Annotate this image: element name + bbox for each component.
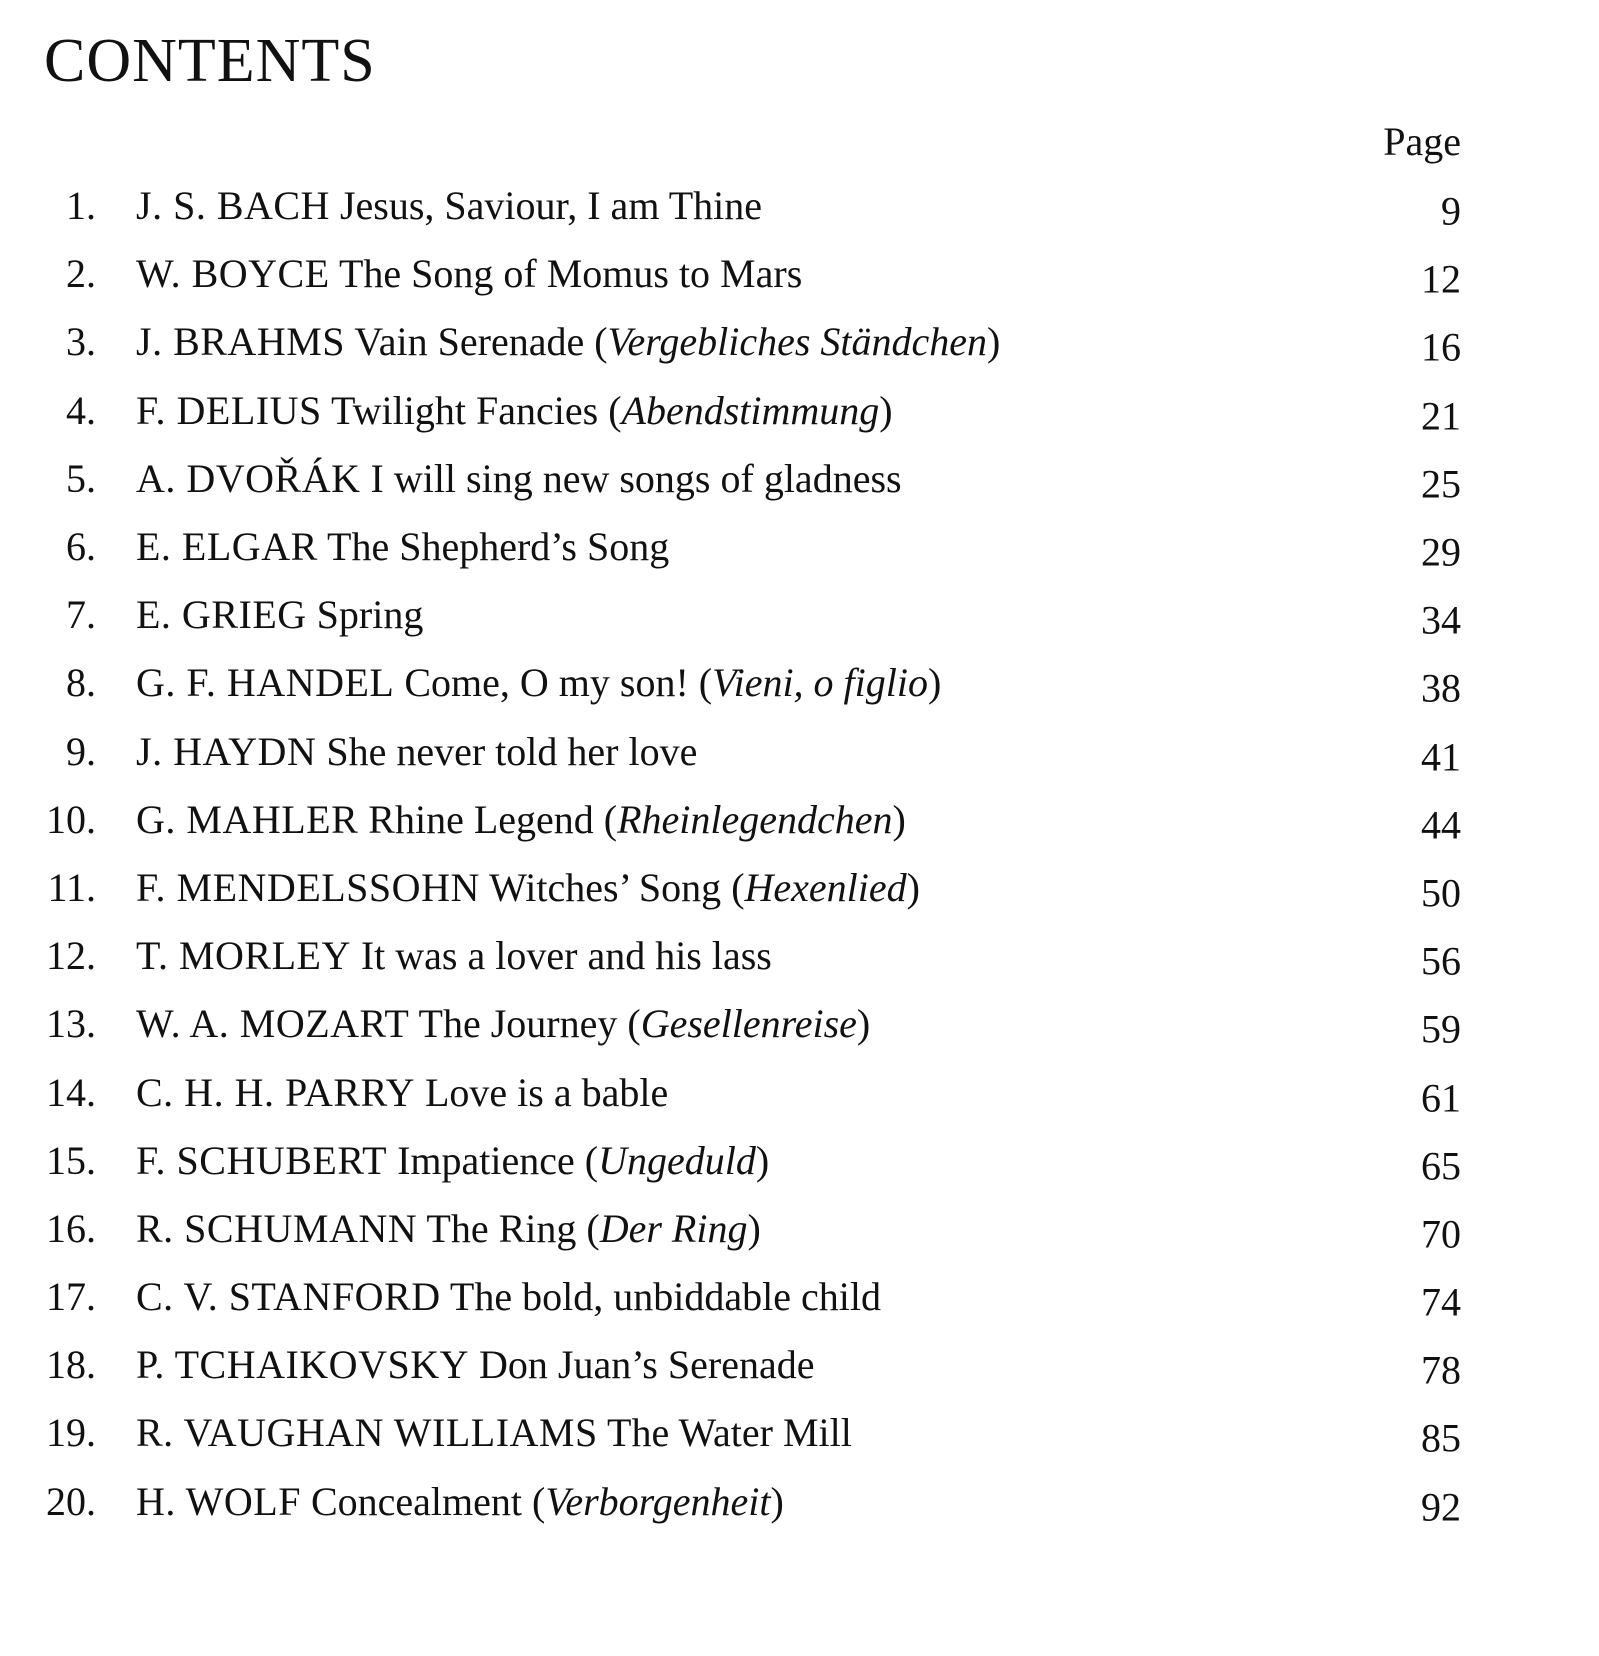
original-title: (Vergebliches Ständchen) (594, 319, 1001, 365)
original-title-text: Vergebliches Ständchen (607, 319, 988, 365)
original-title: (Hexenlied) (731, 864, 920, 910)
entry-number: 8. (66, 660, 96, 706)
toc-entry (0, 377, 1599, 445)
toc-entry (0, 1263, 1599, 1331)
entry-number: 10. (46, 796, 96, 842)
entry-text (136, 1205, 761, 1251)
song-title: The Shepherd’s Song (327, 524, 670, 570)
entry-text (136, 183, 763, 229)
composer-name: E. GRIEG (136, 592, 307, 638)
page-number: 74 (1421, 1279, 1461, 1325)
toc-entry (0, 445, 1599, 513)
song-title: I will sing new songs of gladness (370, 455, 902, 501)
entry-number: 16. (46, 1205, 96, 1251)
toc-entry (0, 922, 1599, 990)
toc-entry (0, 308, 1599, 376)
toc-entry (0, 1127, 1599, 1195)
original-title-text: Ungeduld (598, 1137, 756, 1183)
original-title: (Gesellenreise) (627, 1001, 871, 1047)
composer-name: T. MORLEY (136, 933, 351, 979)
toc-entry (0, 581, 1599, 649)
original-title-text: Hexenlied (744, 864, 907, 910)
original-title-text: Der Ring (599, 1205, 748, 1251)
original-title: (Abendstimmung) (608, 387, 893, 433)
entry-number: 3. (66, 319, 96, 365)
song-title: Jesus, Saviour, I am Thine (339, 183, 763, 229)
original-title: (Vieni, o figlio) (698, 660, 942, 706)
entry-number: 4. (66, 387, 96, 433)
entry-number: 15. (46, 1137, 96, 1183)
entry-number: 6. (66, 524, 96, 570)
page-number: 34 (1421, 597, 1461, 643)
entry-text (136, 933, 772, 979)
entry-text (136, 524, 670, 570)
toc-entry (0, 990, 1599, 1058)
song-title: The Song of Momus to Mars (338, 251, 803, 297)
entry-text (136, 455, 902, 501)
page-number: 21 (1421, 393, 1461, 439)
original-title: (Rheinlegendchen) (603, 796, 906, 842)
entry-text (136, 864, 920, 910)
entry-number: 5. (66, 455, 96, 501)
page-number: 25 (1421, 461, 1461, 507)
entry-text (136, 592, 424, 638)
toc-entry (0, 1195, 1599, 1263)
page-number: 61 (1421, 1075, 1461, 1121)
composer-name: C. V. STANFORD (136, 1274, 441, 1320)
original-title-text: Rheinlegendchen (617, 796, 893, 842)
page-column-header: Page (1383, 119, 1461, 164)
entry-text (136, 728, 698, 774)
entry-text (136, 660, 942, 706)
composer-name: F. SCHUBERT (136, 1137, 388, 1183)
song-title: Impatience (397, 1137, 575, 1183)
entry-number: 7. (66, 592, 96, 638)
toc-entry (0, 649, 1599, 717)
composer-name: J. BRAHMS (136, 319, 346, 365)
composer-name: J. HAYDN (136, 728, 317, 774)
entry-text (136, 796, 906, 842)
entry-number: 14. (46, 1069, 96, 1115)
page-number: 9 (1441, 188, 1461, 234)
original-title-text: Vieni, o figlio (712, 660, 929, 706)
song-title: Rhine Legend (368, 796, 594, 842)
composer-name: P. TCHAIKOVSKY (136, 1342, 469, 1388)
original-title: (Verborgenheit) (532, 1478, 784, 1524)
entry-text (136, 251, 803, 297)
entry-number: 20. (46, 1478, 96, 1524)
composer-name: R. SCHUMANN (136, 1205, 418, 1251)
page-number: 85 (1421, 1416, 1461, 1462)
entry-number: 18. (46, 1342, 96, 1388)
composer-name: G. MAHLER (136, 796, 359, 842)
page-number: 41 (1421, 734, 1461, 780)
page-number: 78 (1421, 1347, 1461, 1393)
entry-number: 12. (46, 933, 96, 979)
page-number: 29 (1421, 529, 1461, 575)
composer-name: F. MENDELSSOHN (136, 864, 480, 910)
entry-text (136, 1137, 770, 1183)
page-number: 70 (1421, 1211, 1461, 1257)
song-title: Twilight Fancies (331, 387, 599, 433)
composer-name: W. BOYCE (136, 251, 330, 297)
composer-name: J. S. BACH (136, 183, 330, 229)
entry-text (136, 1410, 852, 1456)
song-title: The bold, unbiddable child (449, 1274, 881, 1320)
song-title: Love is a bable (424, 1069, 669, 1115)
toc-entry (0, 718, 1599, 786)
toc-entry (0, 786, 1599, 854)
entry-text (136, 1342, 815, 1388)
toc-entry (0, 1468, 1599, 1536)
entry-text (136, 319, 1001, 365)
toc-list (0, 172, 1599, 1536)
song-title: The Ring (426, 1205, 577, 1251)
toc-entry (0, 854, 1599, 922)
page-number: 44 (1421, 802, 1461, 848)
original-title-text: Verborgenheit (545, 1478, 771, 1524)
original-title-text: Gesellenreise (640, 1001, 857, 1047)
song-title: Don Juan’s Serenade (478, 1342, 815, 1388)
page-number: 56 (1421, 938, 1461, 984)
toc-entry (0, 513, 1599, 581)
composer-name: R. VAUGHAN WILLIAMS (136, 1410, 598, 1456)
entry-text (136, 1478, 784, 1524)
entry-number: 19. (46, 1410, 96, 1456)
song-title: Concealment (310, 1478, 523, 1524)
entry-number: 9. (66, 728, 96, 774)
composer-name: H. WOLF (136, 1478, 301, 1524)
toc-entry (0, 1331, 1599, 1399)
entry-number: 13. (46, 1001, 96, 1047)
composer-name: W. A. MOZART (136, 1001, 410, 1047)
toc-entry (0, 240, 1599, 308)
page-number: 12 (1421, 256, 1461, 302)
composer-name: A. DVOŘÁK (136, 455, 361, 501)
toc-entry (0, 172, 1599, 240)
song-title: Witches’ Song (489, 864, 722, 910)
page-number: 38 (1421, 666, 1461, 712)
song-title: It was a lover and his lass (360, 933, 772, 979)
entry-text (136, 1069, 669, 1115)
composer-name: F. DELIUS (136, 387, 322, 433)
song-title: Vain Serenade (354, 319, 585, 365)
original-title-text: Abendstimmung (621, 387, 880, 433)
entry-number: 11. (47, 864, 96, 910)
song-title: The Water Mill (607, 1410, 852, 1456)
song-title: Come, O my son! (404, 660, 689, 706)
entry-text (136, 1274, 881, 1320)
page-title: CONTENTS (44, 27, 376, 95)
composer-name: C. H. H. PARRY (136, 1069, 415, 1115)
page-number: 59 (1421, 1006, 1461, 1052)
composer-name: G. F. HANDEL (136, 660, 395, 706)
original-title: (Ungeduld) (584, 1137, 770, 1183)
page-number: 92 (1421, 1484, 1461, 1530)
song-title: The Journey (418, 1001, 618, 1047)
song-title: Spring (316, 592, 424, 638)
page-number: 65 (1421, 1143, 1461, 1189)
entry-number: 1. (66, 183, 96, 229)
song-title: She never told her love (326, 728, 698, 774)
toc-entry (0, 1058, 1599, 1126)
entry-number: 17. (46, 1274, 96, 1320)
entry-number: 2. (66, 251, 96, 297)
composer-name: E. ELGAR (136, 524, 318, 570)
page-number: 50 (1421, 870, 1461, 916)
toc-entry (0, 1399, 1599, 1467)
entry-text (136, 387, 893, 433)
page-number: 16 (1421, 325, 1461, 371)
entry-text (136, 1001, 871, 1047)
original-title: (Der Ring) (586, 1205, 761, 1251)
